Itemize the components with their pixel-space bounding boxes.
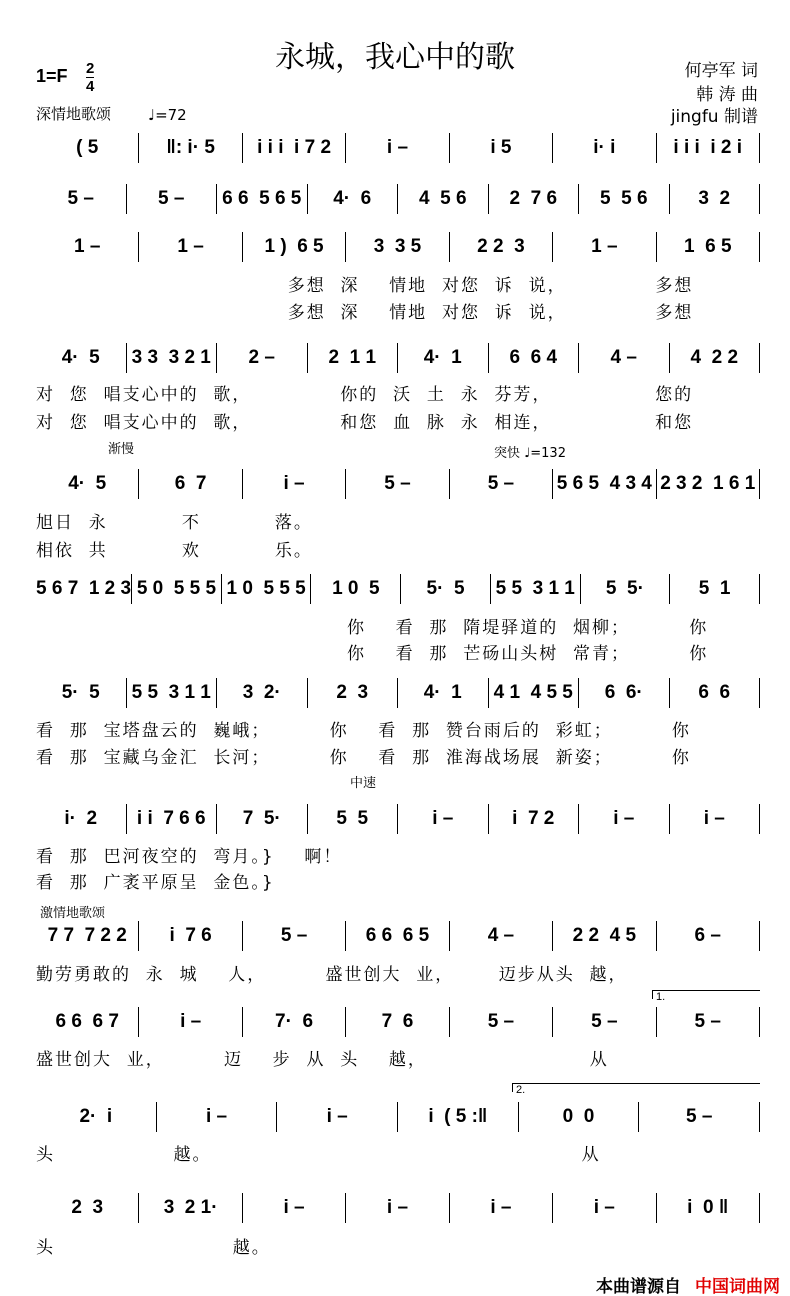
measure: i – [205, 1106, 228, 1127]
lyric-line: 盛世创大 业， 迈 步 从 头 越， 从 [36, 1050, 609, 1070]
bar-line [759, 1193, 760, 1223]
lyric-line: 勤劳勇敢的 永 城 人， 盛世创大 业， 迈步从头 越， [36, 965, 628, 985]
measure: 2 2 4 5 [572, 925, 637, 946]
song-title: 永城，我心中的歌 [275, 40, 515, 75]
measure: 5 – [685, 1106, 713, 1127]
measure: ‖: i· 5 [166, 137, 215, 158]
measure: 4· 5 [68, 473, 107, 494]
bar-line [759, 133, 760, 163]
staff-row [36, 343, 760, 373]
measure: 5 – [591, 1011, 618, 1032]
lyric-line: 看 那 宝藏乌金汇 长河； 你 看 那 淮海战场展 新姿； 你 [36, 748, 691, 768]
measure: 7 5· [242, 808, 281, 829]
measure: 5 6 5 4 3 4 [556, 473, 652, 494]
lyric-line: 看 那 巴河夜空的 弯月。} 啊！ [36, 847, 343, 867]
measure: 3 2 [698, 188, 731, 209]
measure: 1 0 5 5 5 [226, 578, 306, 599]
meter-bottom: 4 [86, 78, 95, 95]
measure: 7· 6 [275, 1011, 314, 1032]
transcriber: jingfu 制谱 [670, 107, 758, 127]
measure: 5 5 3 1 1 [131, 682, 211, 703]
bar-line [759, 343, 760, 373]
measure: i – [283, 473, 305, 494]
measure: 6 6 6 5 [365, 925, 430, 946]
staff-row [36, 133, 760, 163]
staff-row [36, 921, 760, 951]
measure: 1 – [74, 236, 101, 257]
source-site-link[interactable]: 中国词曲网 [695, 1277, 780, 1296]
meter-top: 2 [86, 60, 95, 77]
measure: i· 2 [64, 808, 98, 829]
measure: i – [283, 1197, 305, 1218]
measure: 6 6 6 7 [55, 1011, 119, 1032]
measure: i 5 [490, 137, 512, 158]
measure: i· i [593, 137, 616, 158]
measure: 5 – [67, 188, 94, 209]
lyric-line: 相依 共 欢 乐。 [36, 541, 313, 561]
measure: 2 3 2 1 6 1 [660, 473, 756, 494]
measure: 3 3 5 [373, 236, 422, 257]
bar-line [759, 574, 760, 604]
bar-line [759, 678, 760, 708]
measure: 1 – [591, 236, 618, 257]
volta-1: 1. [652, 990, 760, 999]
bar-line [759, 921, 760, 951]
measure: 1 6 5 [683, 236, 732, 257]
passion-mark: 激情地歌颂 [40, 906, 106, 921]
measure: 1 0 5 [332, 578, 380, 599]
measure: i – [386, 137, 409, 158]
source-label: 本曲谱源自 [596, 1277, 681, 1296]
measure: i – [432, 808, 454, 829]
measure: 2· i [79, 1106, 113, 1127]
lyric-line: 看 那 广袤平原呈 金色。} [36, 873, 275, 893]
measure: 5 5· [605, 578, 644, 599]
measure: 2 3 [71, 1197, 104, 1218]
measure: 5 1 [698, 578, 731, 599]
lyric-line: 头 越。 从 [36, 1145, 601, 1165]
measure: 5 5 3 1 1 [495, 578, 575, 599]
measure: 4 – [610, 347, 637, 368]
staff-row [36, 1007, 760, 1037]
measure: 1 ) 6 5 [264, 236, 324, 257]
lyric-line: 多想 深 情地 对您 诉 说， 多想 [36, 276, 694, 296]
staff-row [36, 232, 760, 262]
measure: 5 0 5 5 5 [136, 578, 217, 599]
measure: 6 6 4 [509, 347, 558, 368]
bar-line [759, 232, 760, 262]
measure: 1 – [177, 236, 204, 257]
staff-row [36, 804, 760, 834]
measure: i – [593, 1197, 615, 1218]
measure: 3 3 3 2 1 [131, 347, 211, 368]
bar-line [759, 1102, 760, 1132]
lyric-line: 头 越。 [36, 1238, 271, 1258]
bar-line [759, 184, 760, 214]
measure: 7 6 [381, 1011, 414, 1032]
staff-row [36, 184, 760, 214]
measure: 5 – [280, 925, 308, 946]
bar-line [759, 469, 760, 499]
measure: 6 – [694, 925, 721, 946]
measure: 4· 1 [423, 682, 462, 703]
measure: 5· 5 [61, 682, 100, 703]
measure: i – [326, 1106, 348, 1127]
lyric-line: 多想 深 情地 对您 诉 说， 多想 [36, 303, 694, 323]
tempo-change-mark: 突快 ♩=132 [494, 446, 566, 461]
measure: 4 5 6 [418, 188, 467, 209]
staff-row [36, 678, 760, 708]
measure: 4 2 2 [690, 347, 739, 368]
measure: 6 6· [604, 682, 643, 703]
measure: i – [613, 808, 635, 829]
measure: 6 6 5 6 5 [222, 188, 302, 209]
footer-source [596, 1272, 780, 1296]
key-signature: 1=F [36, 66, 68, 86]
measure: i – [180, 1011, 202, 1032]
measure: i 7 6 [169, 925, 212, 946]
measure: 4· 1 [423, 347, 462, 368]
lyric-line: 你 看 那 芒砀山头树 常青； 你 [36, 644, 709, 664]
measure: 3 2 1· [163, 1197, 218, 1218]
lyricist: 何亭军 词 [684, 61, 758, 81]
measure: 5 – [694, 1011, 721, 1032]
measure: 2 7 6 [509, 188, 558, 209]
measure: 5 5 6 [599, 188, 648, 209]
measure: 4· 6 [333, 188, 372, 209]
measure: i – [703, 808, 725, 829]
measure: i i i i 2 i [673, 137, 743, 158]
staff-row [36, 1193, 760, 1223]
composer: 韩 涛 曲 [696, 85, 758, 105]
bar-line [759, 1007, 760, 1037]
measure: 6 7 [174, 473, 207, 494]
lyric-line: 对 您 唱支心中的 歌， 你的 沃 土 永 芬芳， 您的 [36, 385, 694, 405]
lyric-line: 旭日 永 不 落。 [36, 513, 313, 533]
measure: i ( 5 :‖ [428, 1106, 488, 1127]
volta-2: 2. [512, 1083, 760, 1092]
time-signature [86, 60, 94, 95]
staff-row [36, 1102, 760, 1132]
measure: i – [386, 1197, 409, 1218]
lyric-line: 对 您 唱支心中的 歌， 和您 血 脉 永 相连， 和您 [36, 413, 694, 433]
measure: 6 6 [698, 682, 731, 703]
measure: 5· 5 [426, 578, 465, 599]
moderato-mark: 中速 [350, 776, 377, 791]
measure: 5 – [384, 473, 411, 494]
lyric-line: 看 那 宝塔盘云的 巍峨； 你 看 那 赞台雨后的 彩虹； 你 [36, 721, 691, 741]
bar-line [759, 804, 760, 834]
measure: 7 7 7 2 2 [47, 925, 127, 946]
measure: 2 1 1 [328, 347, 377, 368]
measure: i 7 2 [512, 808, 555, 829]
lyric-line: 你 看 那 隋堤驿道的 烟柳； 你 [36, 618, 709, 638]
measure: i 0 ‖ [687, 1197, 729, 1218]
measure: 5 – [158, 188, 185, 209]
measure: 3 2· [242, 682, 281, 703]
measure: 5 – [487, 1011, 515, 1032]
staff-row [36, 574, 760, 604]
measure: i – [490, 1197, 512, 1218]
measure: 5 6 7 1 2 3 [36, 578, 132, 599]
measure: i i i i 7 2 [257, 137, 332, 158]
measure: 2 3 [336, 682, 369, 703]
measure: 0 0 [562, 1106, 595, 1127]
measure: 4· 5 [61, 347, 100, 368]
measure: 4 – [487, 925, 515, 946]
staff-row [36, 469, 760, 499]
measure: ( 5 [76, 137, 99, 158]
measure: 5 – [487, 473, 515, 494]
measure: i i 7 6 6 [136, 808, 206, 829]
measure: 2 2 3 [477, 236, 525, 257]
tempo-mark: ♩=72 [148, 106, 187, 124]
rit-mark: 渐慢 [108, 442, 135, 457]
expression-mark: 深情地歌颂 [36, 105, 112, 123]
measure: 5 5 [336, 808, 369, 829]
measure: 4 1 4 5 5 [493, 682, 573, 703]
measure: 2 – [248, 347, 275, 368]
